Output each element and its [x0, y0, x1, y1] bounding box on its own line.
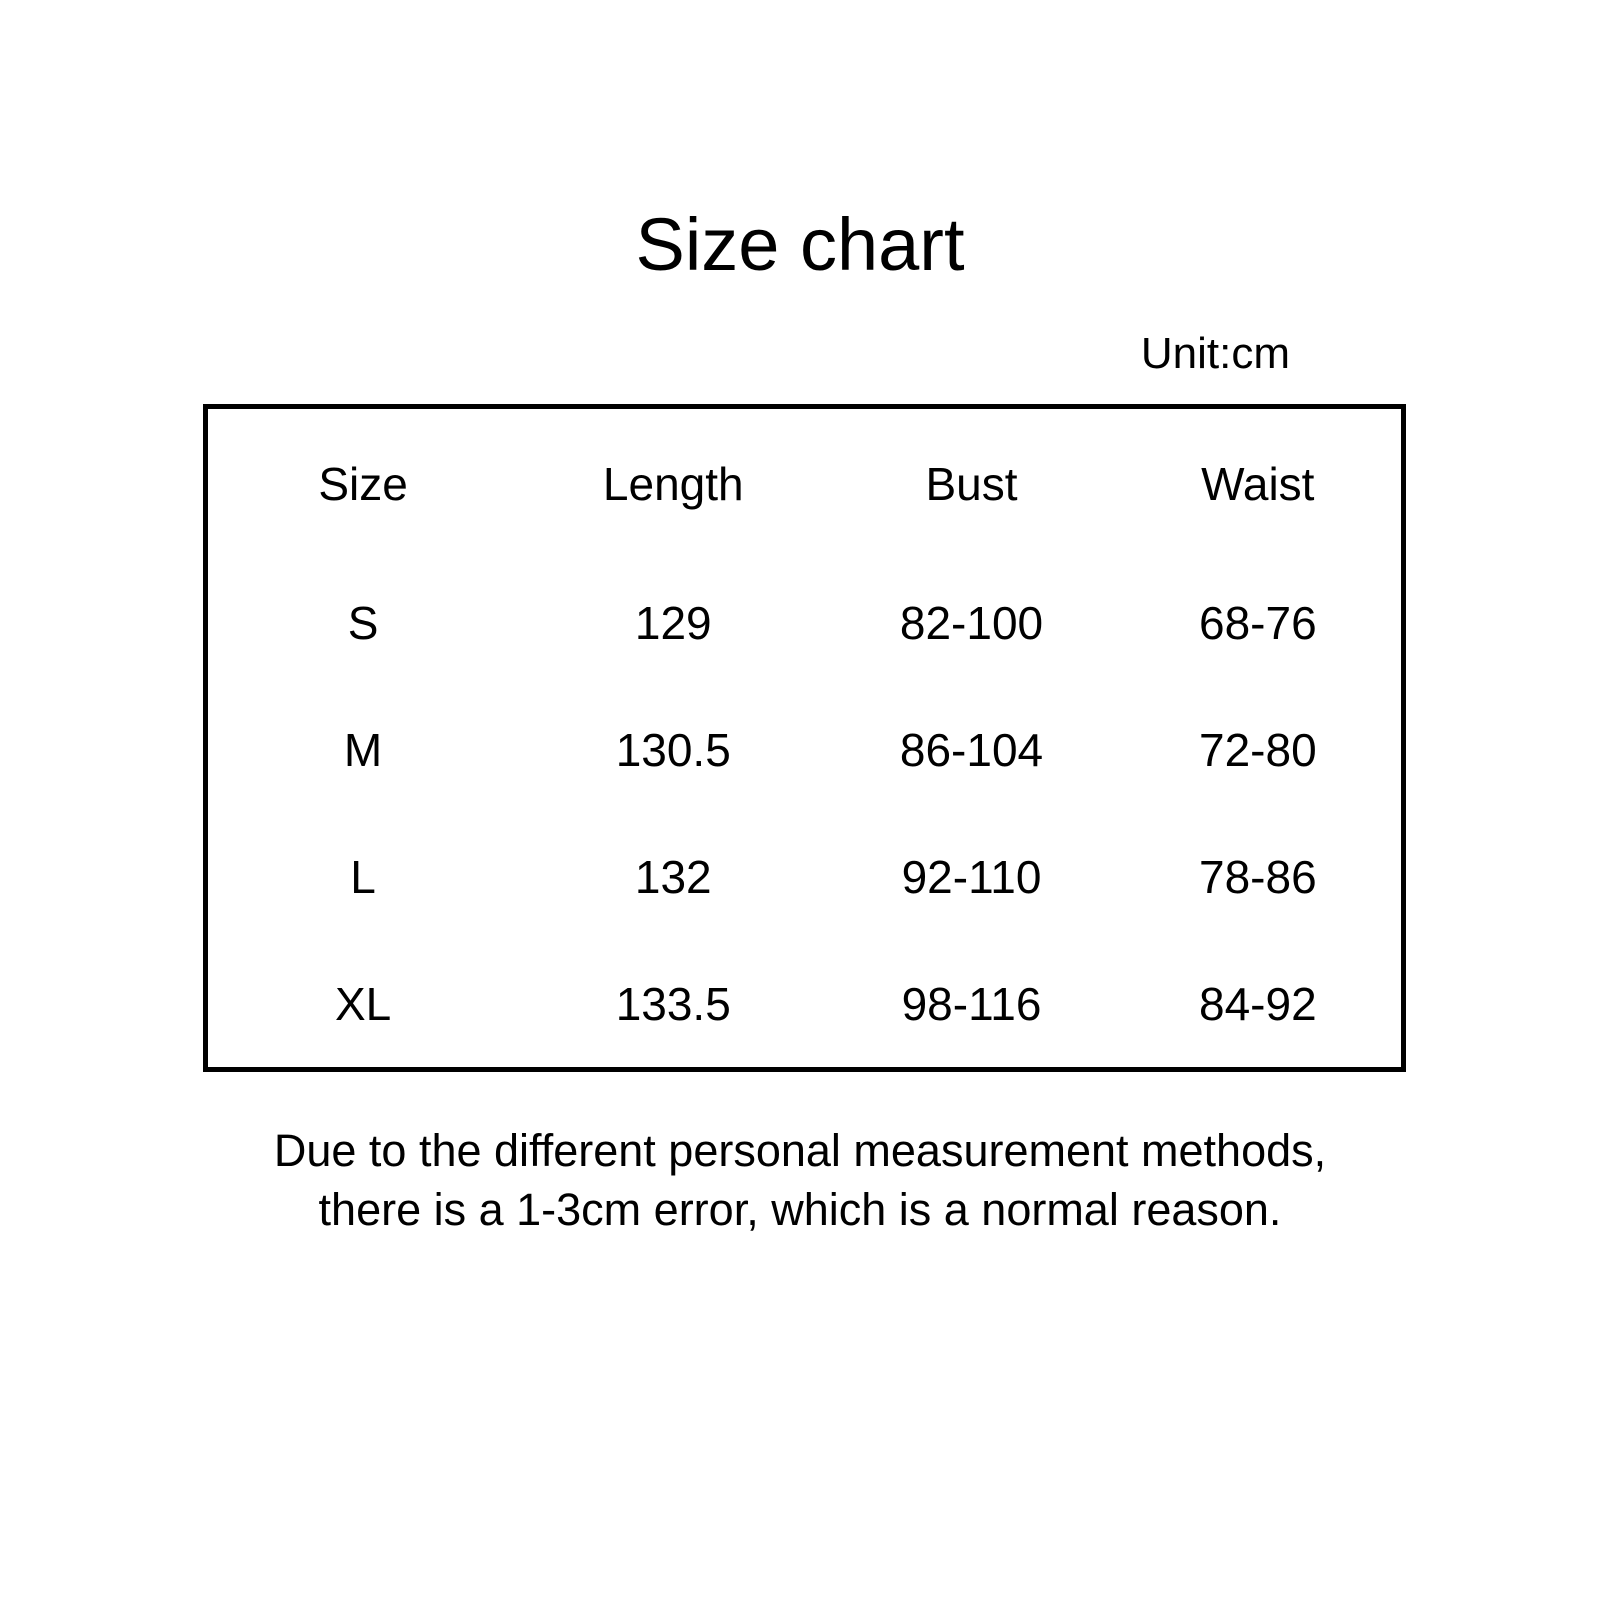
column-header-size: Size [318, 458, 408, 510]
measurement-note-line-2: there is a 1-3cm error, which is a normal reason. [318, 1183, 1282, 1235]
cell-size: M [343, 723, 383, 776]
cell-length: 130.5 [615, 723, 731, 776]
cell-waist: 68-76 [1199, 596, 1317, 649]
table-body [208, 559, 1401, 1067]
column-header-length: Length [602, 458, 744, 510]
size-table [208, 409, 1401, 1067]
cell-bust: 86-104 [899, 723, 1044, 776]
measurement-note-line-1: Due to the different personal measurement methods, [273, 1125, 1327, 1176]
measurement-note [0, 1122, 1600, 1239]
cell-size: XL [334, 977, 392, 1030]
cell-length: 132 [634, 850, 712, 903]
table-row [208, 813, 1401, 940]
cell-bust: 98-116 [901, 977, 1042, 1030]
table-row [208, 686, 1401, 813]
cell-size: S [347, 596, 379, 649]
table-header-row [208, 409, 1401, 559]
column-header-bust: Bust [925, 458, 1018, 510]
column-header-waist: Waist [1201, 458, 1315, 510]
cell-length: 133.5 [615, 977, 731, 1030]
cell-waist: 84-92 [1199, 977, 1317, 1030]
cell-size: L [350, 850, 376, 903]
unit-label: Unit:cm [1140, 329, 1290, 378]
cell-bust: 92-110 [901, 850, 1042, 903]
table-row [208, 940, 1401, 1067]
cell-length: 129 [634, 596, 712, 649]
page-title: Size chart [635, 203, 965, 286]
cell-bust: 82-100 [899, 596, 1044, 649]
table-row [208, 559, 1401, 686]
cell-waist: 72-80 [1199, 723, 1317, 776]
size-table-container [203, 404, 1406, 1072]
table-header [208, 409, 1401, 559]
cell-waist: 78-86 [1199, 850, 1317, 903]
